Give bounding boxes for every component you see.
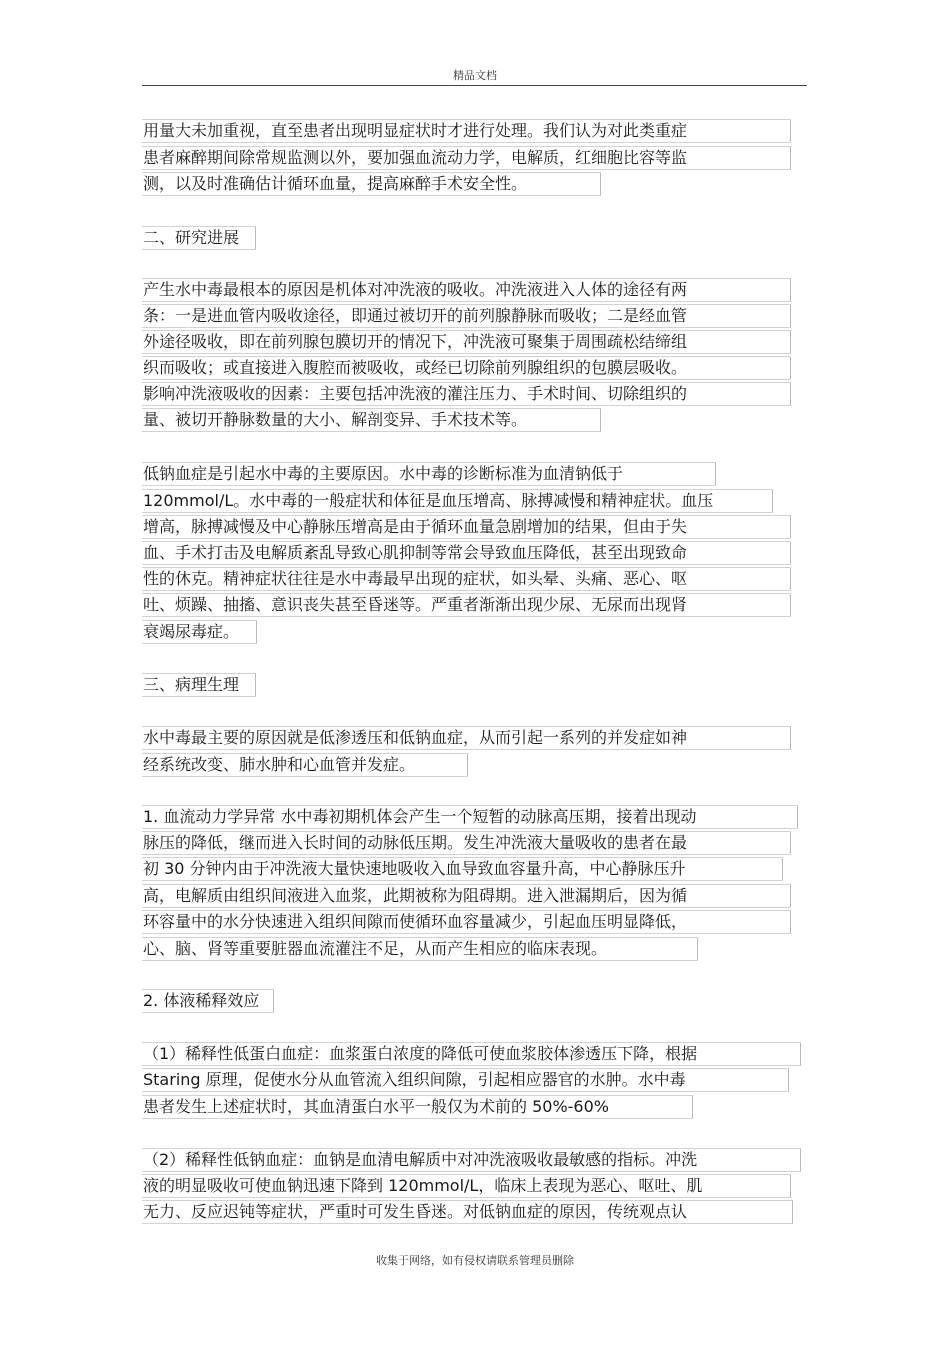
- header-divider: [142, 85, 807, 86]
- text-line: 产生水中毒最根本的原因是机体对冲洗液的吸收。冲洗液进入人体的途径有两: [143, 278, 791, 302]
- section-heading: 三、病理生理: [143, 673, 256, 697]
- text-line: （2）稀释性低钠血症：血钠是血清电解质中对冲洗液吸收最敏感的指标。冲洗: [143, 1148, 801, 1172]
- text-line: 水中毒最主要的原因就是低渗透压和低钠血症，从而引起一系列的并发症如神: [143, 726, 791, 750]
- text-line: 经系统改变、肺水肿和心血管并发症。: [143, 753, 468, 777]
- text-line: 用量大未加重视，直至患者出现明显症状时才进行处理。我们认为对此类重症: [143, 119, 791, 143]
- text-line: 脉压的降低，继而进入长时间的动脉低压期。发生冲洗液大量吸收的患者在最: [143, 831, 791, 855]
- text-line: 量、被切开静脉数量的大小、解剖变异、手术技术等。: [143, 408, 601, 432]
- text-line: 外途径吸收，即在前列腺包膜切开的情况下，冲洗液可聚集于周围疏松结缔组: [143, 330, 791, 354]
- section-heading: 二、研究进展: [143, 226, 256, 250]
- text-line: 增高，脉搏减慢及中心静脉压增高是由于循环血量急剧增加的结果，但由于失: [143, 515, 791, 539]
- text-line: （1）稀释性低蛋白血症：血浆蛋白浓度的降低可使血浆胶体渗透压下降，根据: [143, 1042, 801, 1066]
- text-line: 高，电解质由组织间液进入血浆，此期被称为阻碍期。进入泄漏期后，因为循: [143, 884, 791, 908]
- text-line: 吐、烦躁、抽搐、意识丧失甚至昏迷等。严重者渐渐出现少尿、无尿而出现肾: [143, 593, 791, 617]
- text-line: 性的休克。精神症状往往是水中毒最早出现的症状，如头晕、头痛、恶心、呕: [143, 567, 791, 591]
- text-line: 120mmol/L。水中毒的一般症状和体征是血压增高、脉搏减慢和精神症状。血压: [143, 489, 773, 513]
- text-line: 液的明显吸收可使血钠迅速下降到 120mmol/L，临床上表现为恶心、呕吐、肌: [143, 1174, 791, 1198]
- text-line: 血、手术打击及电解质紊乱导致心肌抑制等常会导致血压降低，甚至出现致命: [143, 541, 791, 565]
- text-line: 心、脑、肾等重要脏器血流灌注不足，从而产生相应的临床表现。: [143, 937, 698, 961]
- text-line: 患者发生上述症状时，其血清蛋白水平一般仅为术前的 50%-60%: [143, 1095, 693, 1119]
- text-line: 衰竭尿毒症。: [143, 620, 257, 644]
- text-line: Staring 原理，促使水分从血管流入组织间隙，引起相应器官的水肿。水中毒: [143, 1068, 789, 1092]
- text-line: 测，以及时准确估计循环血量，提高麻醉手术安全性。: [143, 172, 601, 196]
- text-line: 患者麻醉期间除常规监测以外，要加强血流动力学，电解质，红细胞比容等监: [143, 146, 791, 170]
- page-footer: 收集于网络，如有侵权请联系管理员删除: [376, 1254, 574, 1267]
- text-line: 1. 血流动力学异常 水中毒初期机体会产生一个短暂的动脉高压期，接着出现动: [143, 805, 798, 829]
- text-line: 条：一是进血管内吸收途径，即通过被切开的前列腺静脉而吸收；二是经血管: [143, 304, 791, 328]
- page-header: 精品文档: [453, 69, 497, 82]
- text-line: 低钠血症是引起水中毒的主要原因。水中毒的诊断标准为血清钠低于: [143, 462, 716, 486]
- text-line: 环容量中的水分快速进入组织间隙而使循环血容量减少，引起血压明显降低，: [143, 910, 791, 934]
- subsection-heading: 2. 体液稀释效应: [143, 989, 274, 1013]
- text-line: 无力、反应迟钝等症状，严重时可发生昏迷。对低钠血症的原因，传统观点认: [143, 1200, 793, 1224]
- text-line: 初 30 分钟内由于冲洗液大量快速地吸收入血导致血容量升高，中心静脉压升: [143, 857, 783, 881]
- text-line: 织而吸收；或直接进入腹腔而被吸收，或经已切除前列腺组织的包膜层吸收。: [143, 356, 791, 380]
- text-line: 影响冲洗液吸收的因素：主要包括冲洗液的灌注压力、手术时间、切除组织的: [143, 382, 791, 406]
